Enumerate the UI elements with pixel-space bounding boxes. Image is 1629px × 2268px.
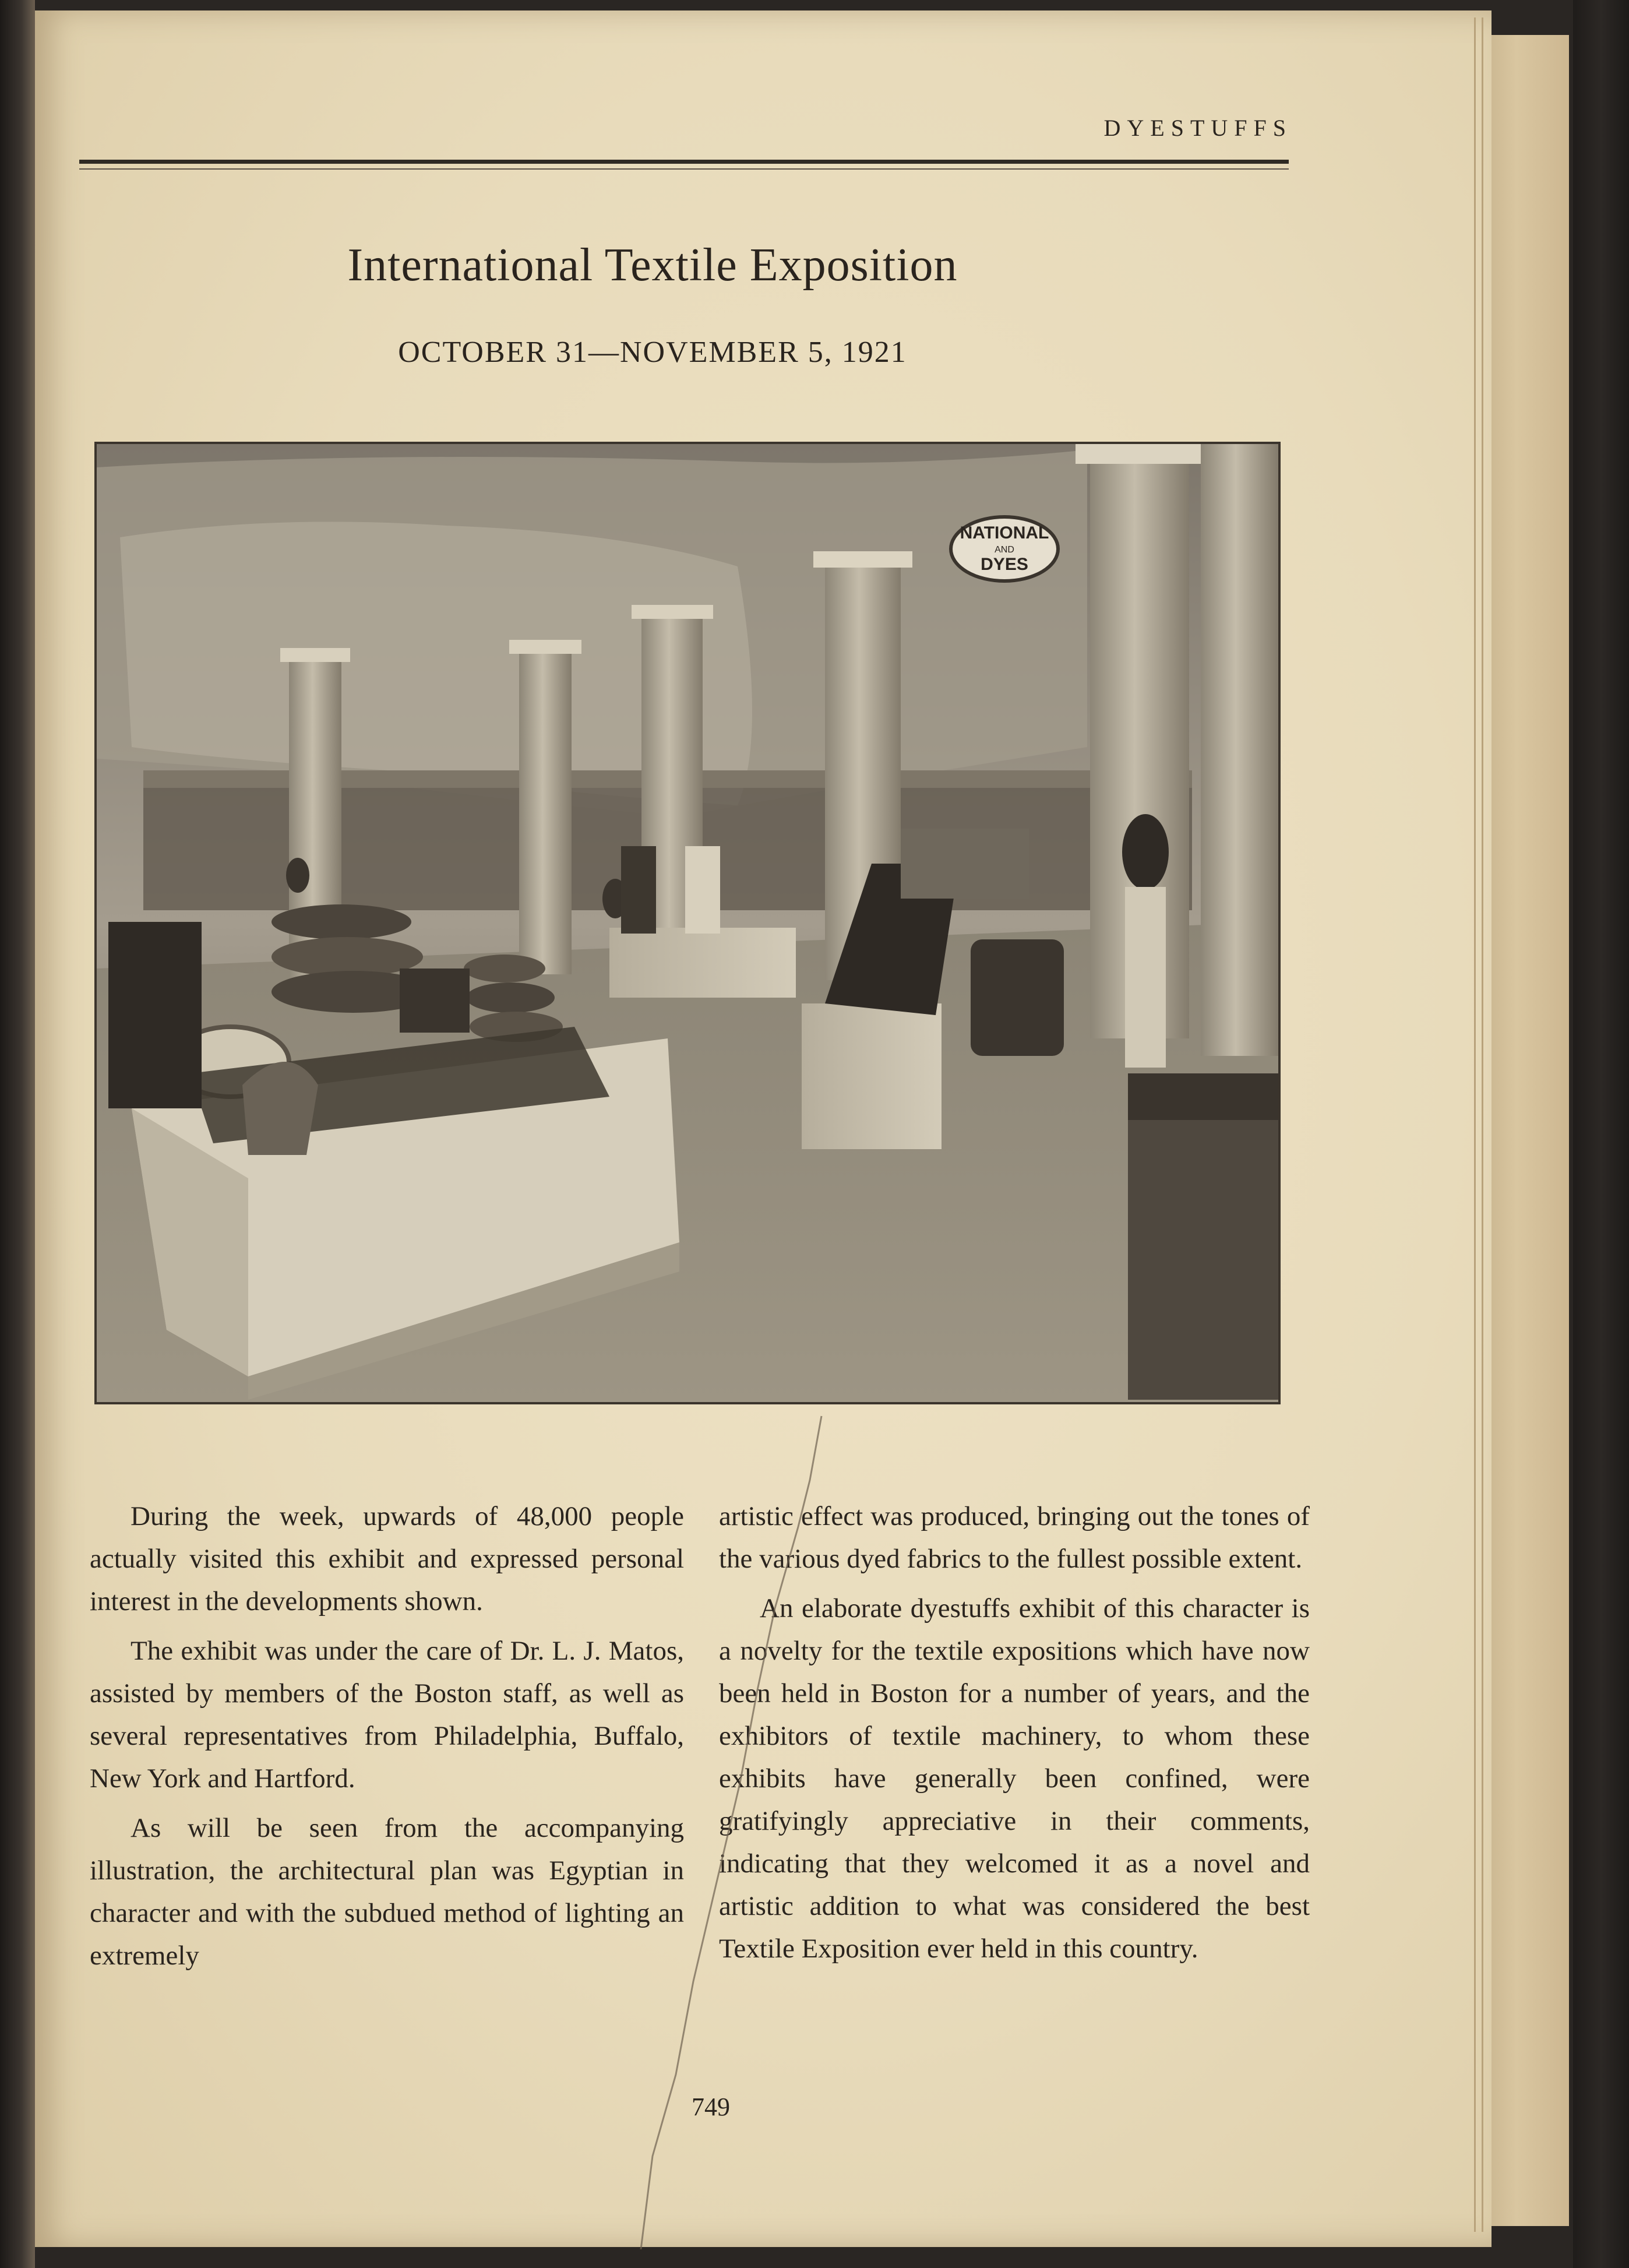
paragraph: An elaborate dyestuffs exhibit of this character is a novelty for the textile expositions which have now been held in Boston for a number of years, and the exhibitors of textile machinery, to whom these exhibits have generally been confined, were gratifyingly appreciative in their comments, indicating that they welcomed it as a novel and artistic addition to what was considered the best Textile Exposition ever held in this country. [719, 1593, 1310, 1964]
article-title: International Textile Exposition [347, 240, 958, 291]
running-head: DYESTUFFS [1103, 115, 1292, 141]
medallion-text-bottom: DYES [981, 555, 1028, 574]
paragraph: As will be seen from the accompanying illustration, the architectural plan was Egyptian in character and with the subdued method of lighting an extremely [90, 1813, 684, 1971]
paragraph: artistic effect was produced, bringing out the tones of the various dyed fabrics to the fullest possible extent. [719, 1501, 1310, 1574]
paragraph: During the week, upwards of 48,000 people actually visited this exhibit and expressed personal interest in the developments shown. [90, 1501, 684, 1617]
article-dates: OCTOBER 31—NOVEMBER 5, 1921 [398, 336, 907, 369]
medallion-text-mid: AND [995, 545, 1014, 555]
medallion-text-top: NATIONAL [960, 523, 1049, 543]
paragraph: The exhibit was under the care of Dr. L. J. Matos, assisted by members of the Boston staff, as well as several representatives from Philadelphia, Buffalo, New York and Hartford. [90, 1636, 684, 1794]
page-number: 749 [692, 2093, 730, 2121]
